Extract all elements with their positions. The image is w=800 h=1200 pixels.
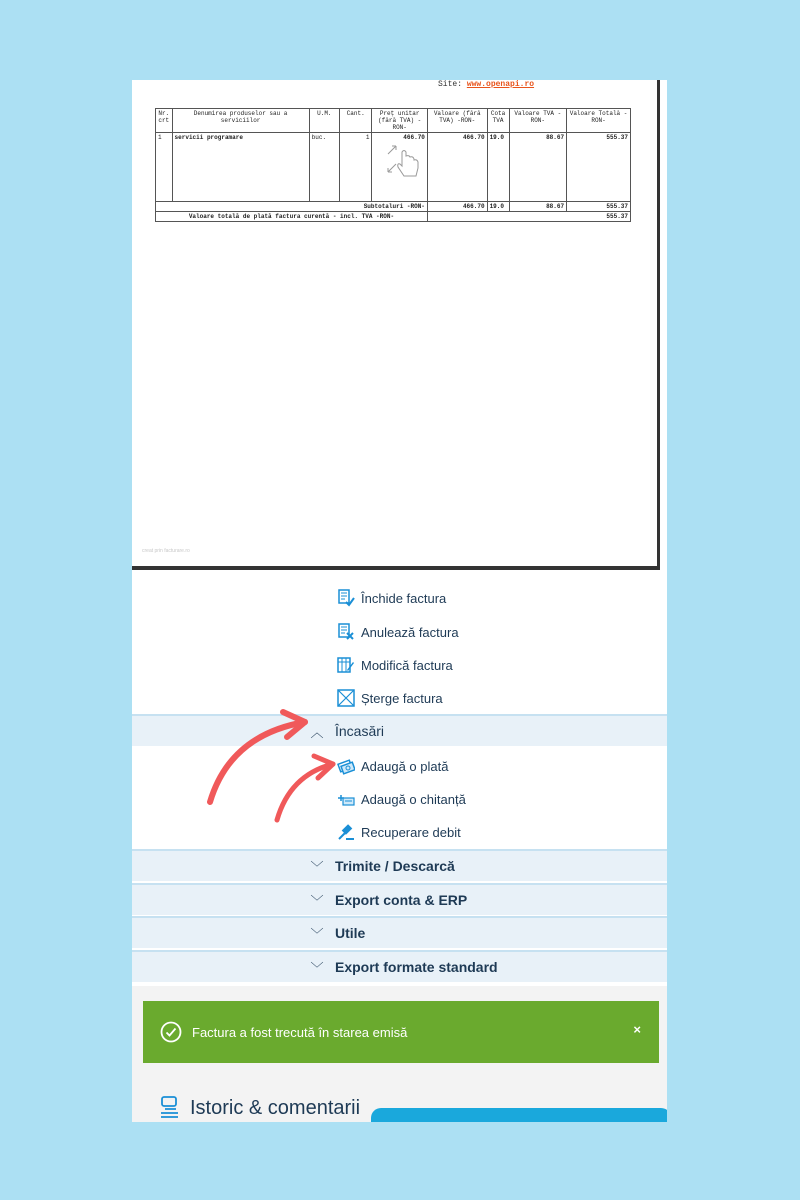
total-label: Valoare totală de plată factura curentă - incl. TVA -RON-: [156, 212, 428, 222]
add-receipt-item[interactable]: [337, 786, 466, 812]
header-cell: Valoare Totală -RON-: [567, 109, 631, 133]
header-cell: Cant.: [340, 109, 372, 133]
section-collections[interactable]: [132, 714, 667, 746]
cell: 19.0: [487, 202, 509, 212]
add-payment-item[interactable]: [337, 753, 448, 779]
receipt-icon: [337, 790, 355, 808]
section-collections-label: Încasări: [335, 723, 385, 739]
site-label: Site:: [438, 80, 463, 89]
add-payment-label: Adaugă o plată: [361, 758, 449, 774]
section-utilities-label: Utile: [335, 925, 366, 941]
chevron-down-icon: ﹀: [310, 926, 324, 942]
payment-icon: [337, 757, 355, 775]
section-export-erp[interactable]: [132, 883, 667, 915]
section-export-standard[interactable]: [132, 950, 667, 982]
cancel-invoice-item[interactable]: [337, 619, 459, 645]
table-header-row: [156, 109, 631, 133]
cell: 466.70: [372, 133, 427, 202]
section-export-standard-label: Export formate standard: [335, 959, 498, 975]
site-link[interactable]: www.openapi.ro: [466, 80, 535, 89]
cell: 88.67: [509, 133, 567, 202]
cell: 466.70: [427, 133, 487, 202]
header-cell: Denumirea produselor sau a serviciilor: [172, 109, 309, 133]
header-cell: Nr. crt: [156, 109, 173, 133]
debt-recovery-item[interactable]: [337, 819, 461, 845]
success-toast: [143, 1001, 659, 1063]
chevron-down-icon: ﹀: [310, 960, 324, 976]
history-header: [158, 1096, 360, 1120]
invoice-document: [132, 80, 660, 570]
subtotal-row: [156, 202, 631, 212]
add-receipt-label: Adaugă o chitanță: [361, 791, 466, 807]
chevron-down-icon: ﹀: [310, 859, 324, 875]
close-invoice-label: Închide factura: [361, 590, 447, 606]
invoice-panel: [132, 80, 667, 1122]
section-utilities[interactable]: [132, 916, 667, 948]
cell: servicii programare: [172, 133, 309, 202]
history-icon: [158, 1096, 180, 1120]
cell: 466.70: [427, 202, 487, 212]
cell: 88.67: [509, 202, 567, 212]
section-send-download[interactable]: [132, 849, 667, 881]
header-cell: Valoare (fără TVA) -RON-: [427, 109, 487, 133]
cell: 19.0: [487, 133, 509, 202]
toast-close-button[interactable]: ×: [633, 1022, 641, 1037]
cell: buc.: [309, 133, 339, 202]
delete-invoice-label: Șterge factura: [361, 690, 443, 706]
delete-invoice-item[interactable]: [337, 685, 443, 711]
cell: 1: [340, 133, 372, 202]
history-title: Istoric & comentarii: [190, 1096, 361, 1119]
check-circle-icon: [160, 1021, 182, 1043]
edit-invoice-label: Modifică factura: [361, 657, 453, 673]
edit-invoice-item[interactable]: [337, 652, 453, 678]
cancel-invoice-label: Anulează factura: [361, 624, 459, 640]
section-send-download-label: Trimite / Descarcă: [335, 858, 455, 874]
chevron-down-icon: ﹀: [310, 893, 324, 909]
hand-pointer-icon: [384, 138, 424, 180]
cell: 555.37: [567, 133, 631, 202]
cell: 555.37: [567, 202, 631, 212]
total-value: 555.37: [427, 212, 630, 222]
chevron-up-icon: ︿: [310, 724, 324, 740]
header-cell: Cota TVA: [487, 109, 509, 133]
gavel-icon: [337, 823, 355, 841]
blue-tab-bar: [371, 1108, 667, 1122]
section-export-erp-label: Export conta & ERP: [335, 892, 468, 908]
delete-invoice-icon: [337, 689, 355, 707]
footer-watermark: creat prin facturare.ro: [142, 548, 190, 554]
cancel-invoice-icon: [337, 623, 355, 641]
site-line: [438, 80, 534, 89]
close-invoice-item[interactable]: [337, 585, 446, 611]
debt-recovery-label: Recuperare debit: [361, 824, 461, 840]
edit-invoice-icon: [337, 656, 355, 674]
toast-message: Factura a fost trecută în starea emisă: [192, 1024, 408, 1040]
subtotal-label: Subtotaluri -RON-: [156, 202, 428, 212]
close-invoice-icon: [337, 589, 355, 607]
header-cell: Valoare TVA -RON-: [509, 109, 567, 133]
header-cell: U.M.: [309, 109, 339, 133]
cell: 1: [156, 133, 173, 202]
total-row: [156, 212, 631, 222]
header-cell: Preț unitar (fără TVA) -RON-: [372, 109, 427, 133]
